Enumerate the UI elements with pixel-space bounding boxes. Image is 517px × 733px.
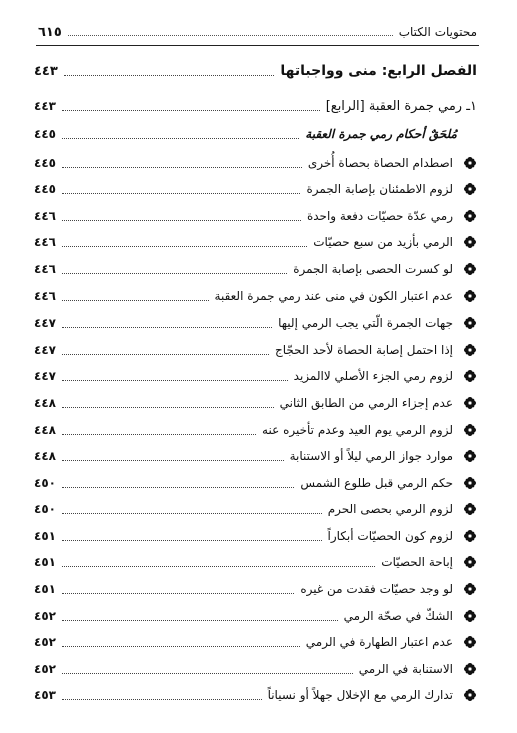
toc-entry-page-number: ٤٤٣	[34, 99, 56, 113]
toc-entry-item	[34, 392, 477, 414]
flower-bullet-icon	[463, 343, 477, 357]
flower-bullet-icon	[463, 476, 477, 490]
toc-entry-page-number: ٤٥٢	[34, 662, 56, 676]
flower-bullet-icon	[463, 502, 477, 516]
toc-entry-item	[34, 445, 477, 467]
toc-entry-label: لزوم رمي الجزء الأصلي لاالمزيد	[293, 369, 453, 383]
header-title: محتويات الكتاب	[398, 25, 477, 39]
toc-entry-item	[34, 205, 477, 227]
leader-dots	[62, 566, 375, 567]
leader-dots	[62, 407, 274, 408]
toc-entry-page-number: ٤٥٠	[34, 502, 56, 516]
toc-entry-item	[34, 285, 477, 307]
flower-bullet-icon	[463, 262, 477, 276]
running-header	[38, 22, 477, 42]
leader-dots	[62, 110, 320, 111]
toc-entry-item	[34, 498, 477, 520]
flower-bullet-icon	[463, 209, 477, 223]
flower-bullet-icon	[463, 529, 477, 543]
leader-dots	[62, 673, 353, 674]
toc-entry-item	[34, 258, 477, 280]
leader-dots	[62, 380, 288, 381]
toc-entry-label: لو وجد حصيّات فقدت من غيره	[300, 582, 453, 596]
leader-dots	[62, 354, 269, 355]
toc-entry-page-number: ٤٤٥	[34, 156, 56, 170]
leader-dots	[62, 646, 300, 647]
toc-entry-item	[34, 419, 477, 441]
toc-entry-page-number: ٤٥٠	[34, 476, 56, 490]
toc-entry-item	[34, 339, 477, 361]
toc-entry-label: موارد جواز الرمي ليلاً أو الاستنابة	[289, 449, 453, 463]
flower-bullet-icon	[463, 182, 477, 196]
leader-dots	[62, 513, 322, 514]
toc-entry-page-number: ٤٤٦	[34, 262, 56, 276]
flower-bullet-icon	[463, 369, 477, 383]
toc-entry-page-number: ٤٤٦	[34, 289, 56, 303]
toc-entry-page-number: ٤٤٧	[34, 369, 56, 383]
toc-entry-item	[34, 551, 477, 573]
header-page-number: ٦١٥	[38, 24, 62, 40]
toc-entry-page-number: ٤٥١	[34, 529, 56, 543]
toc-entry-label: جهات الجمرة الّتي يجب الرمي إليها	[278, 316, 453, 330]
toc-entry-label: الفصل الرابع: منى وواجباتها	[280, 63, 477, 79]
flower-bullet-icon	[463, 396, 477, 410]
toc-entry-page-number: ٤٥١	[34, 582, 56, 596]
flower-bullet-icon	[463, 688, 477, 702]
flower-bullet-icon	[463, 555, 477, 569]
toc-entry-item	[34, 152, 477, 174]
toc-entry-label: الاستنابة في الرمي	[358, 662, 453, 676]
leader-dots	[62, 487, 294, 488]
toc-entry-item	[34, 365, 477, 387]
toc-entry-item	[34, 525, 477, 547]
toc-entry-label: تدارك الرمي مع الإخلال جهلاً أو نسياناً	[267, 688, 453, 702]
toc-entry-label: عدم إجزاء الرمي من الطابق الثاني	[279, 396, 453, 410]
toc-entry-label: الشكّ في صحّة الرمي	[343, 609, 453, 623]
toc-entry-item	[34, 312, 477, 334]
toc-entry-sub	[34, 123, 477, 145]
toc-entry-label: حكم الرمي قبل طلوع الشمس	[300, 476, 453, 490]
toc-entry-label: مُلحَقٌ أحكام رمي جمرة العقبة	[305, 127, 457, 141]
flower-bullet-icon	[463, 235, 477, 249]
toc-entry-page-number: ٤٥٣	[34, 688, 56, 702]
toc-entry-label: إذا احتمل إصابة الحصاة لأحد الحجّاج	[275, 343, 453, 357]
leader-dots	[64, 75, 275, 76]
toc-entry-label: رمي عدّة حصيّات دفعة واحدة	[306, 209, 453, 223]
toc-entry-page-number: ٤٤٧	[34, 316, 56, 330]
toc-entry-page-number: ٤٥١	[34, 555, 56, 569]
toc-entry-label: لو كسرت الحصى بإصابة الجمرة	[293, 262, 453, 276]
header-leader-dots	[68, 35, 393, 36]
header-rule	[36, 45, 479, 46]
leader-dots	[62, 220, 301, 221]
flower-bullet-icon	[463, 609, 477, 623]
leader-dots	[62, 300, 209, 301]
toc-entry-item	[34, 578, 477, 600]
toc-entry-item	[34, 684, 477, 706]
leader-dots	[62, 699, 262, 700]
toc-entry-page-number: ٤٤٦	[34, 209, 56, 223]
toc-entry-page-number: ٤٤٣	[34, 63, 58, 79]
toc-entry-section	[34, 95, 477, 117]
toc-entry-item	[34, 231, 477, 253]
leader-dots	[62, 193, 300, 194]
toc-entry-page-number: ٤٤٧	[34, 343, 56, 357]
toc-entry-label: إباحة الحصيّات	[381, 555, 453, 569]
toc-entry-item	[34, 631, 477, 653]
leader-dots	[62, 593, 294, 594]
flower-bullet-icon	[463, 635, 477, 649]
toc-entry-page-number: ٤٤٨	[34, 396, 56, 410]
leader-dots	[62, 138, 299, 139]
leader-dots	[62, 460, 284, 461]
toc-entry-item	[34, 472, 477, 494]
toc-entry-label: ١ـ رمي جمرة العقبة [الرابع]	[325, 98, 477, 114]
toc-entry-label: عدم اعتبار الطهارة في الرمي	[305, 635, 453, 649]
flower-bullet-icon	[463, 582, 477, 596]
toc-entry-label: اصطدام الحصاة بحصاة أُخرى	[307, 156, 453, 170]
toc-entry-page-number: ٤٥٢	[34, 609, 56, 623]
toc-entry-page-number: ٤٤٦	[34, 235, 56, 249]
toc-entry-page-number: ٤٤٥	[34, 127, 56, 141]
toc-entry-page-number: ٤٤٥	[34, 182, 56, 196]
leader-dots	[62, 327, 272, 328]
flower-bullet-icon	[463, 289, 477, 303]
toc-entry-page-number: ٤٥٢	[34, 635, 56, 649]
flower-bullet-icon	[463, 423, 477, 437]
leader-dots	[62, 540, 322, 541]
flower-bullet-icon	[463, 662, 477, 676]
toc-entry-label: لزوم كون الحصيّات أبكاراً	[327, 529, 453, 543]
leader-dots	[62, 273, 287, 274]
toc-entry-item	[34, 605, 477, 627]
flower-bullet-icon	[463, 156, 477, 170]
toc-entry-label: لزوم الرمي بحصى الحرم	[327, 502, 453, 516]
leader-dots	[62, 434, 256, 435]
toc-entry-label: عدم اعتبار الكون في منى عند رمي جمرة العقبة	[214, 289, 453, 303]
toc-entry-item	[34, 178, 477, 200]
leader-dots	[62, 167, 302, 168]
flower-bullet-icon	[463, 449, 477, 463]
toc-entry-chapter	[34, 60, 477, 82]
flower-bullet-icon	[463, 316, 477, 330]
toc-entry-label: الرمي بأزيد من سبع حصيّات	[313, 235, 453, 249]
toc-entry-item	[34, 658, 477, 680]
toc-entry-label: لزوم الاطمئنان بإصابة الجمرة	[306, 182, 453, 196]
leader-dots	[62, 620, 338, 621]
leader-dots	[62, 246, 307, 247]
toc-entry-label: لزوم الرمي يوم العيد وعدم تأخيره عنه	[262, 423, 453, 437]
toc-entry-page-number: ٤٤٨	[34, 449, 56, 463]
toc-entry-page-number: ٤٤٨	[34, 423, 56, 437]
